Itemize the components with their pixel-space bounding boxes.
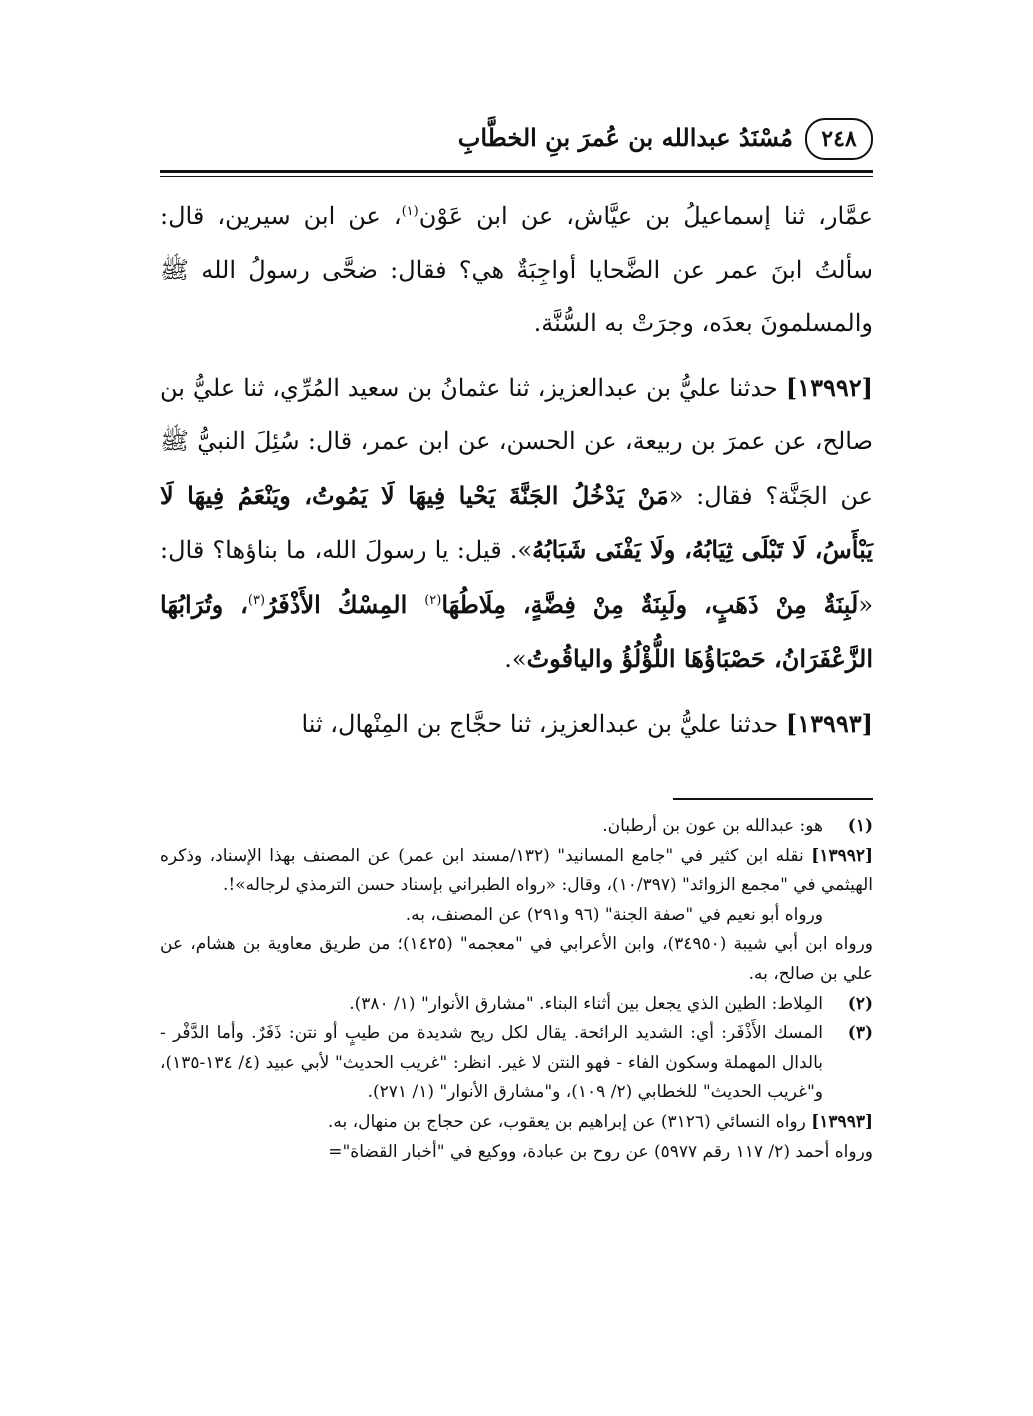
- takhrij-line: ورواه ابن أبي شيبة (٣٤٩٥٠)، وابن الأعرابي في "معجمه" (١٤٢٥)؛ من طريق معاوية بن هشام، عن علي بن صالح، به.: [160, 934, 873, 984]
- text-run: ». قيل: يا رسولَ الله، ما بناؤها؟ قال: «: [160, 536, 873, 619]
- hadith-13993: [160, 697, 873, 752]
- footnote-marker[interactable]: (٣): [247, 592, 266, 608]
- footnotes: [160, 812, 873, 1167]
- footnote-marker[interactable]: (١): [401, 204, 419, 219]
- hadith-matn: المِسْكُ الأَذْفَرُ: [265, 589, 425, 619]
- text-run: ، عن ابن سيرين، قال: سألتُ ابنَ عمر عن الضَّحايا أواجِبَةٌ هي؟ فقال: ضحَّى رسولُ الله ﷺ والمسلمونَ بعدَه، وجرَتْ به السُّنَّة.: [160, 202, 873, 337]
- text-run: ».: [504, 645, 527, 673]
- footnote-text: هو: عبدالله بن عون بن أرطبان.: [602, 816, 823, 836]
- takhrij-line: [160, 1108, 873, 1138]
- running-title: مُسْنَدُ عبدالله بن عُمرَ بنِ الخطَّابِ: [457, 123, 793, 152]
- takhrij-line: ورواه أحمد (٢/ ١١٧ رقم ٥٩٧٧) عن روح بن عبادة، ووكيع في "أخبار القضاة"=: [328, 1141, 873, 1162]
- hadith-matn: لَبِنَةٌ مِنْ ذَهَبٍ، ولَبِنَةٌ مِنْ فِضَّةٍ، مِلَاطُهَا: [441, 589, 859, 619]
- footnote-3: [160, 1019, 873, 1108]
- footnote-text: المسك الأَذْفَر: أي: الشديد الرائحة. يقال لكل ريح شديدة من طيبٍ أو نتن: ذَفَرٌ. وأما الدَّفْر - بالدال المهملة وسكون الفاء - فهو النتن لا غير. انظر: "غريب الحديث" لأبي عبيد (٤/ ١٣٤-١٣٥)، و"غريب الحديث" للخطابي (٢/ ١٠٩)، و"مشارق الأنوار" (١/ ٢٧١).: [160, 1023, 824, 1103]
- text-run: عمَّار، ثنا إسماعيلُ بن عيَّاش، عن ابن عَوْن: [418, 202, 873, 230]
- hadith-13992: [160, 361, 873, 687]
- header-rule-thin: [160, 176, 873, 177]
- takhrij-13992: [160, 842, 873, 990]
- hadith-reference: [١٣٩٩٢]: [811, 845, 874, 866]
- takhrij-text: نقله ابن كثير في "جامع المسانيد" (١٣٢/مسند ابن عمر) عن المصنف بهذا الإسناد، وذكره الهيثمي في "مجمع الزوائد" (١٠/٣٩٧)، وقال: «رواه الطبراني بإسناد حسن الترمذي لرجاله»!.: [160, 845, 873, 896]
- text-run: حدثنا عليُّ بن عبدالعزيز، ثنا حجَّاج بن المِنْهال، ثنا: [301, 709, 786, 738]
- hadith-number: [١٣٩٩٣]: [785, 708, 873, 738]
- footnote-2: [160, 990, 873, 1020]
- running-header: [160, 118, 873, 180]
- takhrij-13993: [160, 1108, 873, 1167]
- takhrij-line: [160, 842, 873, 901]
- takhrij-text: رواه النسائي (٣١٢٦) عن إبراهيم بن يعقوب، عن حجاج بن منهال، به.: [328, 1111, 806, 1132]
- paragraph-continuation: [160, 190, 873, 351]
- footnote-number: (٢): [847, 993, 873, 1014]
- footnote-1: [160, 812, 873, 842]
- takhrij-line: ورواه أبو نعيم في "صفة الجنة" (٩٦ و٢٩١) عن المصنف، به.: [405, 904, 823, 925]
- header-rule-thick: [160, 170, 873, 173]
- footnote-marker[interactable]: (٢): [424, 592, 442, 608]
- footnote-number: (٣): [847, 1023, 873, 1044]
- hadith-number: [١٣٩٩٢]: [785, 372, 873, 402]
- hadith-reference: [١٣٩٩٣]: [811, 1111, 873, 1132]
- footnote-text: المِلاط: الطين الذي يجعل بين أثناء البناء. "مشارق الأنوار" (١/ ٣٨٠).: [349, 993, 823, 1014]
- text-run: حدثنا عليُّ بن عبدالعزيز، ثنا عثمانُ بن سعيد المُرِّي، ثنا عليُّ بن صالح، عن عمرَ بن ربيعة، عن الحسن، عن ابن عمر، قال: سُئِلَ النبيُّ ﷺ عن الجَنَّة؟ فقال: «: [160, 373, 873, 510]
- footnote-separator: [673, 798, 873, 800]
- page-number-badge: ٢٤٨: [805, 118, 873, 160]
- hadith-matn: ، وتُرَابُهَا الزَّعْفَرَانُ، حَصْبَاؤُهَا اللُّؤْلُؤُ والياقُوتُ: [160, 589, 873, 673]
- hadith-matn: مَنْ يَدْخُلُ الجَنَّةَ يَحْيا فِيهَا لَا يَمُوتُ، ويَنْعَمُ فِيهَا لَا يَبْأَسُ، لَا تَبْلَى ثِيَابُهُ، ولَا يَفْنَى شَبَابُهُ: [160, 480, 873, 564]
- main-text: [160, 190, 873, 751]
- footnote-number: (١): [847, 816, 873, 836]
